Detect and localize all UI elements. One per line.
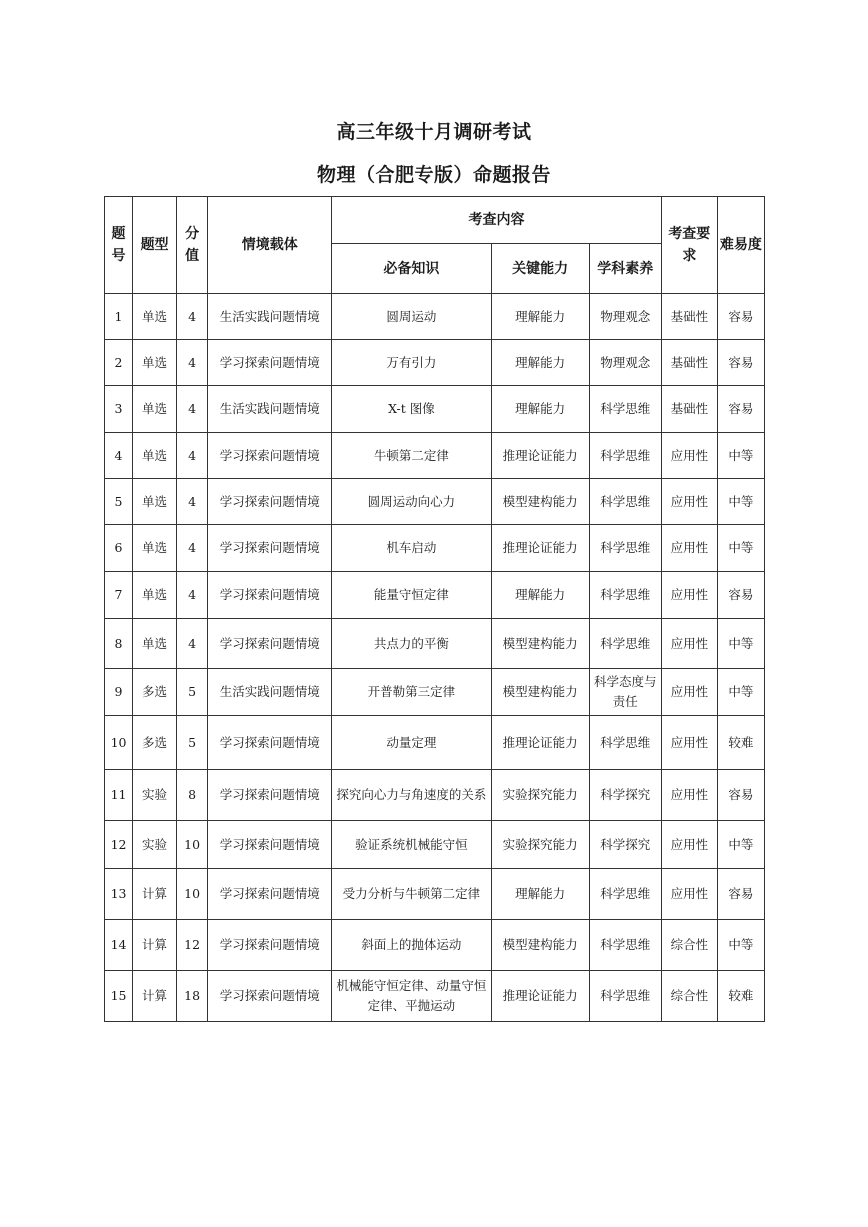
cell-number: 3 <box>105 386 133 433</box>
cell-requirement: 综合性 <box>661 971 717 1022</box>
cell-requirement: 综合性 <box>661 920 717 971</box>
cell-knowledge: 机车启动 <box>332 525 491 572</box>
cell-score: 12 <box>177 920 208 971</box>
cell-number: 14 <box>105 920 133 971</box>
cell-type: 计算 <box>133 869 177 920</box>
cell-knowledge: 牛顿第二定律 <box>332 433 491 479</box>
cell-number: 15 <box>105 971 133 1022</box>
cell-context: 学习探索问题情境 <box>208 572 332 619</box>
cell-knowledge: 动量定理 <box>332 716 491 770</box>
cell-difficulty: 中等 <box>717 433 764 479</box>
table-body <box>105 294 765 1022</box>
cell-knowledge: 能量守恒定律 <box>332 572 491 619</box>
cell-requirement: 应用性 <box>661 479 717 525</box>
cell-literacy: 科学思维 <box>589 386 661 433</box>
table-row <box>105 572 765 619</box>
table-row <box>105 525 765 572</box>
cell-number: 4 <box>105 433 133 479</box>
cell-type: 单选 <box>133 525 177 572</box>
cell-literacy: 科学思维 <box>589 716 661 770</box>
cell-literacy: 科学思维 <box>589 971 661 1022</box>
cell-ability: 理解能力 <box>491 869 589 920</box>
cell-knowledge: 圆周运动 <box>332 294 491 340</box>
cell-ability: 模型建构能力 <box>491 920 589 971</box>
cell-number: 8 <box>105 619 133 669</box>
cell-ability: 理解能力 <box>491 572 589 619</box>
table-row <box>105 294 765 340</box>
table-row <box>105 821 765 869</box>
cell-ability: 实验探究能力 <box>491 821 589 869</box>
cell-ability: 推理论证能力 <box>491 716 589 770</box>
cell-score: 8 <box>177 770 208 821</box>
cell-difficulty: 较难 <box>717 716 764 770</box>
cell-knowledge: 斜面上的抛体运动 <box>332 920 491 971</box>
cell-requirement: 应用性 <box>661 716 717 770</box>
header-literacy: 学科素养 <box>589 244 661 294</box>
cell-requirement: 应用性 <box>661 619 717 669</box>
cell-context: 学习探索问题情境 <box>208 770 332 821</box>
cell-type: 单选 <box>133 340 177 386</box>
cell-ability: 推理论证能力 <box>491 971 589 1022</box>
cell-type: 计算 <box>133 971 177 1022</box>
header-type: 题型 <box>133 197 177 294</box>
table-row <box>105 971 765 1022</box>
cell-context: 学习探索问题情境 <box>208 525 332 572</box>
cell-context: 学习探索问题情境 <box>208 340 332 386</box>
table-row <box>105 669 765 716</box>
cell-number: 13 <box>105 869 133 920</box>
cell-ability: 理解能力 <box>491 386 589 433</box>
cell-context: 学习探索问题情境 <box>208 716 332 770</box>
cell-requirement: 基础性 <box>661 294 717 340</box>
cell-difficulty: 中等 <box>717 920 764 971</box>
cell-type: 多选 <box>133 669 177 716</box>
cell-knowledge: 开普勒第三定律 <box>332 669 491 716</box>
cell-context: 学习探索问题情境 <box>208 971 332 1022</box>
cell-knowledge: X-t 图像 <box>332 386 491 433</box>
cell-knowledge: 圆周运动向心力 <box>332 479 491 525</box>
cell-score: 4 <box>177 525 208 572</box>
cell-type: 计算 <box>133 920 177 971</box>
cell-context: 学习探索问题情境 <box>208 479 332 525</box>
cell-number: 7 <box>105 572 133 619</box>
cell-score: 10 <box>177 869 208 920</box>
cell-requirement: 应用性 <box>661 433 717 479</box>
cell-context: 学习探索问题情境 <box>208 920 332 971</box>
cell-knowledge: 共点力的平衡 <box>332 619 491 669</box>
cell-requirement: 基础性 <box>661 386 717 433</box>
cell-requirement: 应用性 <box>661 525 717 572</box>
cell-type: 单选 <box>133 386 177 433</box>
header-number: 题号 <box>105 197 133 294</box>
cell-literacy: 科学思维 <box>589 869 661 920</box>
cell-literacy: 科学思维 <box>589 920 661 971</box>
cell-literacy: 科学态度与责任 <box>589 669 661 716</box>
cell-literacy: 物理观念 <box>589 340 661 386</box>
cell-requirement: 应用性 <box>661 821 717 869</box>
cell-type: 实验 <box>133 821 177 869</box>
header-requirement: 考查要求 <box>661 197 717 294</box>
cell-type: 多选 <box>133 716 177 770</box>
table-row <box>105 340 765 386</box>
cell-context: 学习探索问题情境 <box>208 869 332 920</box>
cell-ability: 推理论证能力 <box>491 525 589 572</box>
cell-knowledge: 受力分析与牛顿第二定律 <box>332 869 491 920</box>
cell-requirement: 应用性 <box>661 572 717 619</box>
cell-difficulty: 中等 <box>717 479 764 525</box>
header-context: 情境载体 <box>208 197 332 294</box>
cell-context: 学习探索问题情境 <box>208 619 332 669</box>
cell-knowledge: 万有引力 <box>332 340 491 386</box>
table-row <box>105 479 765 525</box>
cell-ability: 模型建构能力 <box>491 479 589 525</box>
cell-difficulty: 容易 <box>717 340 764 386</box>
cell-score: 4 <box>177 340 208 386</box>
cell-score: 4 <box>177 479 208 525</box>
cell-knowledge: 探究向心力与角速度的关系 <box>332 770 491 821</box>
cell-knowledge: 验证系统机械能守恒 <box>332 821 491 869</box>
cell-difficulty: 容易 <box>717 294 764 340</box>
cell-literacy: 科学探究 <box>589 821 661 869</box>
cell-number: 5 <box>105 479 133 525</box>
cell-knowledge: 机械能守恒定律、动量守恒定律、平抛运动 <box>332 971 491 1022</box>
table-row <box>105 716 765 770</box>
cell-number: 1 <box>105 294 133 340</box>
table-row <box>105 869 765 920</box>
cell-score: 5 <box>177 716 208 770</box>
cell-ability: 理解能力 <box>491 294 589 340</box>
cell-type: 单选 <box>133 572 177 619</box>
cell-requirement: 基础性 <box>661 340 717 386</box>
table-row <box>105 619 765 669</box>
cell-type: 单选 <box>133 294 177 340</box>
cell-score: 18 <box>177 971 208 1022</box>
cell-type: 单选 <box>133 619 177 669</box>
cell-ability: 实验探究能力 <box>491 770 589 821</box>
cell-requirement: 应用性 <box>661 770 717 821</box>
cell-literacy: 物理观念 <box>589 294 661 340</box>
cell-number: 6 <box>105 525 133 572</box>
cell-context: 学习探索问题情境 <box>208 821 332 869</box>
cell-ability: 模型建构能力 <box>491 619 589 669</box>
header-difficulty: 难易度 <box>717 197 764 294</box>
cell-score: 4 <box>177 619 208 669</box>
cell-literacy: 科学思维 <box>589 619 661 669</box>
cell-difficulty: 容易 <box>717 869 764 920</box>
header-knowledge: 必备知识 <box>332 244 491 294</box>
cell-difficulty: 较难 <box>717 971 764 1022</box>
cell-ability: 模型建构能力 <box>491 669 589 716</box>
cell-literacy: 科学思维 <box>589 433 661 479</box>
cell-difficulty: 中等 <box>717 619 764 669</box>
cell-context: 学习探索问题情境 <box>208 433 332 479</box>
document-title: 高三年级十月调研考试 <box>336 121 532 143</box>
cell-number: 12 <box>105 821 133 869</box>
cell-context: 生活实践问题情境 <box>208 386 332 433</box>
cell-difficulty: 中等 <box>717 821 764 869</box>
header-score: 分值 <box>177 197 208 294</box>
cell-score: 5 <box>177 669 208 716</box>
cell-score: 4 <box>177 433 208 479</box>
document-subtitle: 物理（合肥专版）命题报告 <box>316 164 551 186</box>
cell-number: 11 <box>105 770 133 821</box>
cell-difficulty: 容易 <box>717 770 764 821</box>
cell-type: 单选 <box>133 479 177 525</box>
cell-requirement: 应用性 <box>661 869 717 920</box>
cell-score: 4 <box>177 572 208 619</box>
cell-difficulty: 中等 <box>717 669 764 716</box>
cell-requirement: 应用性 <box>661 669 717 716</box>
cell-score: 4 <box>177 294 208 340</box>
table-row <box>105 770 765 821</box>
cell-ability: 推理论证能力 <box>491 433 589 479</box>
cell-context: 生活实践问题情境 <box>208 669 332 716</box>
table-row <box>105 433 765 479</box>
table-row <box>105 920 765 971</box>
cell-type: 实验 <box>133 770 177 821</box>
cell-number: 10 <box>105 716 133 770</box>
cell-difficulty: 中等 <box>717 525 764 572</box>
table-row <box>105 386 765 433</box>
cell-difficulty: 容易 <box>717 386 764 433</box>
table-header <box>105 197 765 294</box>
cell-literacy: 科学探究 <box>589 770 661 821</box>
header-ability: 关键能力 <box>491 244 589 294</box>
report-table <box>104 196 765 1022</box>
cell-number: 9 <box>105 669 133 716</box>
cell-context: 生活实践问题情境 <box>208 294 332 340</box>
cell-type: 单选 <box>133 433 177 479</box>
header-content-group: 考查内容 <box>332 197 661 244</box>
cell-literacy: 科学思维 <box>589 479 661 525</box>
cell-number: 2 <box>105 340 133 386</box>
cell-score: 10 <box>177 821 208 869</box>
cell-literacy: 科学思维 <box>589 572 661 619</box>
cell-score: 4 <box>177 386 208 433</box>
cell-difficulty: 容易 <box>717 572 764 619</box>
cell-ability: 理解能力 <box>491 340 589 386</box>
cell-literacy: 科学思维 <box>589 525 661 572</box>
